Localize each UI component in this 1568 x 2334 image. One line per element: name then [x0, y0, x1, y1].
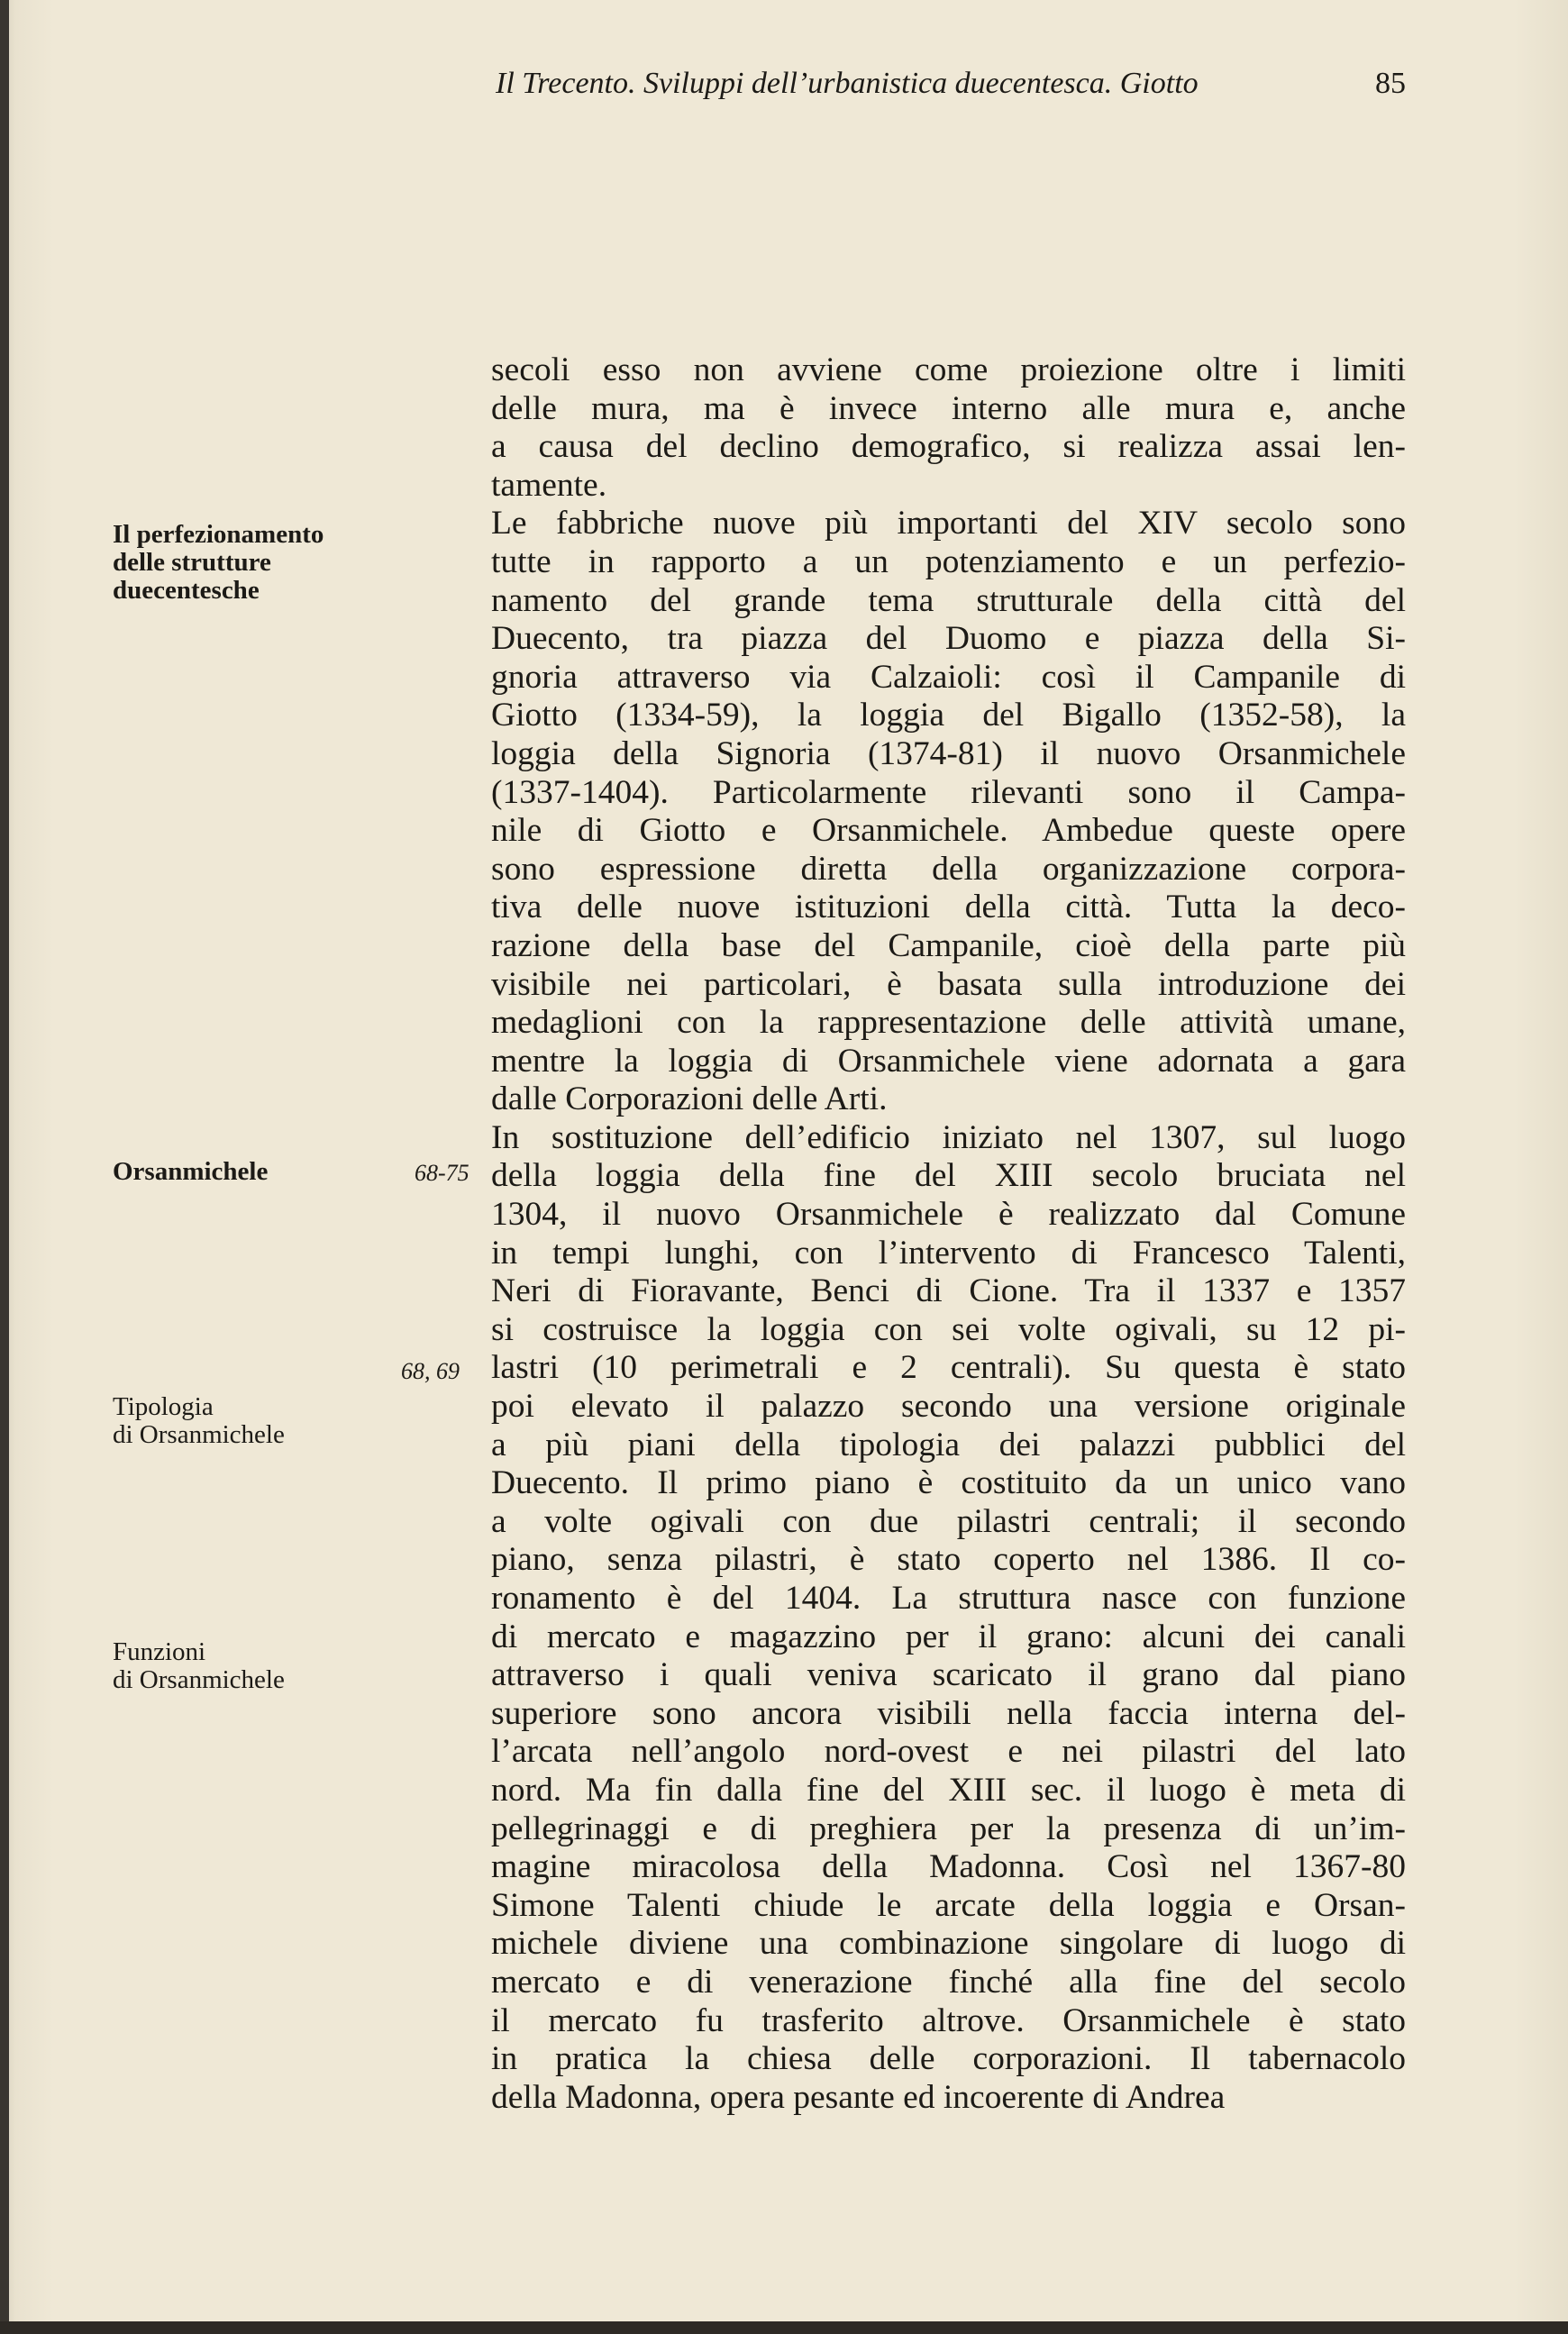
text-line: ronamento è del 1404. La struttura nasce con funzione [491, 1580, 1406, 1617]
text-line: poi elevato il palazzo secondo una versione originale [491, 1388, 1406, 1426]
text-line: gnoria attraverso via Calzaioli: così il Campanile di [491, 658, 1406, 696]
text-line: il mercato fu trasferito altrove. Orsanmichele è stato [491, 2001, 1406, 2039]
text-line: tutte in rapporto a un potenziamento e un perfezio- [491, 542, 1406, 580]
text-line: a più piani della tipologia dei palazzi pubblici del [491, 1426, 1406, 1463]
text-line: dalle Corporazioni delle Arti. [491, 1080, 888, 1118]
text-line: superiore sono ancora visibili nella faccia interna del- [491, 1694, 1406, 1732]
text-line: Neri di Fioravante, Benci di Cione. Tra il 1337 e 1357 [491, 1272, 1406, 1310]
text-line: loggia della Signoria (1374-81) il nuovo Orsanmichele [491, 734, 1406, 772]
text-line: medaglioni con la rappresentazione delle attività umane, [491, 1004, 1406, 1042]
text-line: tamente. [491, 466, 607, 504]
text-line: pellegrinaggi e di preghiera per la presenza di un’im- [491, 1810, 1406, 1847]
text-line: in pratica la chiesa delle corporazioni. Il tabernacolo [491, 2040, 1406, 2078]
text-line: razione della base del Campanile, cioè della parte più [491, 926, 1406, 964]
text-line: tiva delle nuove istituzioni della città. Tutta la deco- [491, 889, 1406, 926]
margin-ref-figures: 68-75 [415, 1160, 469, 1186]
margin-note-perfezionamento: Il perfezionamento delle strutture duecentesche [113, 520, 324, 605]
text-line: In sostituzione dell’edificio iniziato nel 1307, sul luogo [491, 1118, 1406, 1156]
text-line: a causa del declino demografico, si realizza assai len- [491, 428, 1406, 466]
text-line: mentre la loggia di Orsanmichele viene adornata a gara [491, 1042, 1406, 1080]
running-title: Il Trecento. Sviluppi dell’urbanistica duecentesca. Giotto [496, 67, 1199, 100]
text-line: Simone Talenti chiude le arcate della loggia e Orsan- [491, 1886, 1406, 1924]
text-line: sono espressione diretta della organizzazione corpora- [491, 850, 1406, 888]
text-line: si costruisce la loggia con sei volte ogivali, su 12 pi- [491, 1310, 1406, 1348]
text-line: a volte ogivali con due pilastri centrali; il secondo [491, 1502, 1406, 1540]
text-line: nord. Ma fin dalla fine del XIII sec. il luogo è meta di [491, 1771, 1406, 1809]
text-line: Duecento. Il primo piano è costituito da un unico vano [491, 1464, 1406, 1502]
body-text [491, 351, 1406, 2117]
margin-ref-figures-2: 68, 69 [401, 1358, 460, 1384]
text-line: in tempi lunghi, con l’intervento di Francesco Talenti, [491, 1234, 1406, 1272]
text-line: attraverso i quali veniva scaricato il grano dal piano [491, 1656, 1406, 1694]
book-spine-shadow [0, 0, 9, 2334]
margin-note-funzioni: Funzioni di Orsanmichele [113, 1637, 285, 1694]
text-line: mercato e di venerazione finché alla fine del secolo [491, 1963, 1406, 2001]
text-line: michele diviene una combinazione singolare di luogo di [491, 1925, 1406, 1963]
margin-note-orsanmichele: Orsanmichele [113, 1157, 269, 1186]
text-line: Duecento, tra piazza del Duomo e piazza della Si- [491, 620, 1406, 658]
text-line: Le fabbriche nuove più importanti del XIV secolo sono [491, 505, 1406, 542]
page-bottom-edge [0, 2321, 1568, 2334]
margin-note-tipologia: Tipologia di Orsanmichele [113, 1392, 285, 1449]
text-line: l’arcata nell’angolo nord-ovest e nei pilastri del lato [491, 1733, 1406, 1771]
text-line: visibile nei particolari, è basata sulla introduzione dei [491, 965, 1406, 1003]
text-line: (1337-1404). Particolarmente rilevanti sono il Campa- [491, 773, 1406, 811]
text-line: di mercato e magazzino per il grano: alcuni dei canali [491, 1618, 1406, 1655]
page-number: 85 [1375, 67, 1406, 100]
text-line: magine miracolosa della Madonna. Così nel 1367-80 [491, 1848, 1406, 1886]
running-head [496, 67, 1406, 101]
text-line: della loggia della fine del XIII secolo bruciata nel [491, 1157, 1406, 1195]
text-line: nile di Giotto e Orsanmichele. Ambedue queste opere [491, 812, 1406, 850]
text-line: namento del grande tema strutturale della città del [491, 581, 1406, 619]
text-line: delle mura, ma è invece interno alle mura e, anche [491, 389, 1406, 427]
text-line: secoli esso non avviene come proiezione oltre i limiti [491, 351, 1406, 388]
text-line: piano, senza pilastri, è stato coperto nel 1386. Il co- [491, 1541, 1406, 1579]
text-line: Giotto (1334-59), la loggia del Bigallo (1352-58), la [491, 697, 1406, 734]
text-line: della Madonna, opera pesante ed incoerente di Andrea [491, 2078, 1226, 2116]
text-line: 1304, il nuovo Orsanmichele è realizzato dal Comune [491, 1196, 1406, 1234]
text-line: lastri (10 perimetrali e 2 centrali). Su questa è stato [491, 1349, 1406, 1387]
